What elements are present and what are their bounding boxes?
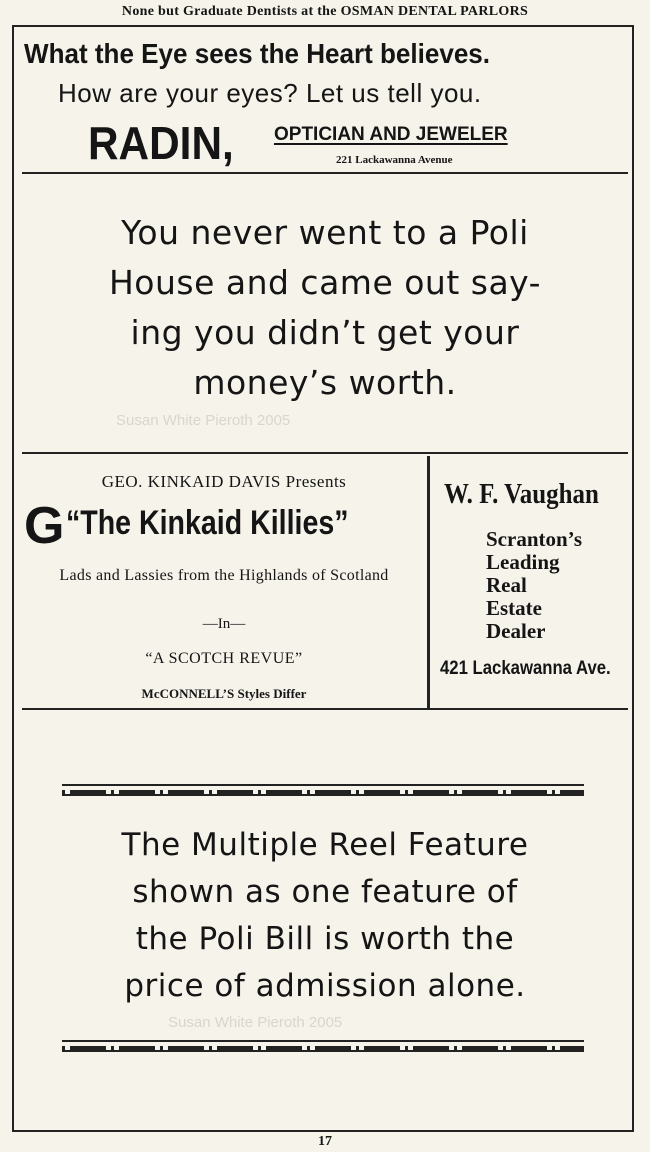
feature-line: price of admission alone. — [124, 968, 526, 1004]
kinkaid-in: —In— — [202, 616, 246, 632]
header-dental-ad: None but Graduate Dentists at the OSMAN DENTAL PARLORS — [121, 4, 529, 19]
kinkaid-description: Lads and Lassies from the Highlands of Scotland — [59, 567, 389, 584]
ornamental-border — [62, 1040, 584, 1052]
poli-line: House and came out say- — [108, 263, 542, 302]
radin-address: 221 Lackawanna Avenue — [336, 154, 453, 166]
radin-tagline: How are your eyes? Let us tell you. — [58, 78, 482, 108]
kinkaid-revue: “A SCOTCH REVUE” — [145, 650, 303, 667]
feature-line: shown as one feature of — [132, 874, 518, 910]
kinkaid-title: “The Kinkaid Killies” — [66, 504, 349, 542]
radin-trade: OPTICIAN AND JEWELER — [274, 124, 508, 145]
page-number: 17 — [318, 1134, 332, 1149]
feature-line: The Multiple Reel Feature — [121, 827, 529, 863]
divider — [22, 452, 628, 454]
vaughan-tagline-line: Real — [486, 573, 527, 597]
divider — [22, 172, 628, 174]
poli-line: ing you didn’t get your — [130, 313, 520, 352]
divider — [22, 708, 628, 710]
vaughan-tagline-line: Estate — [486, 596, 542, 620]
multiple-reel-feature-ad — [22, 822, 628, 1010]
vaughan-tagline — [486, 528, 582, 643]
radin-slogan: What the Eye sees the Heart believes. — [24, 38, 491, 69]
poli-line: You never went to a Poli — [121, 213, 529, 252]
mcconnell-styles: McCONNELL’S Styles Differ — [141, 686, 307, 701]
poli-line: money’s worth. — [193, 363, 457, 402]
watermark: Susan White Pieroth 2005 — [116, 412, 291, 429]
poli-house-ad — [22, 208, 628, 408]
feature-line: the Poli Bill is worth the — [135, 921, 515, 957]
watermark: Susan White Pieroth 2005 — [168, 1014, 343, 1031]
kinkaid-initial: G — [24, 497, 65, 555]
column-divider — [427, 456, 430, 708]
ornamental-border — [62, 784, 584, 796]
vaughan-tagline-line: Scranton’s — [486, 527, 583, 551]
vaughan-address: 421 Lackawanna Ave. — [440, 658, 611, 679]
vaughan-name: W. F. Vaughan — [444, 478, 599, 510]
vaughan-tagline-line: Dealer — [486, 619, 546, 643]
kinkaid-presenter: GEO. KINKAID DAVIS Presents — [101, 472, 347, 491]
vaughan-tagline-line: Leading — [486, 550, 560, 574]
radin-name: RADIN, — [88, 117, 234, 169]
